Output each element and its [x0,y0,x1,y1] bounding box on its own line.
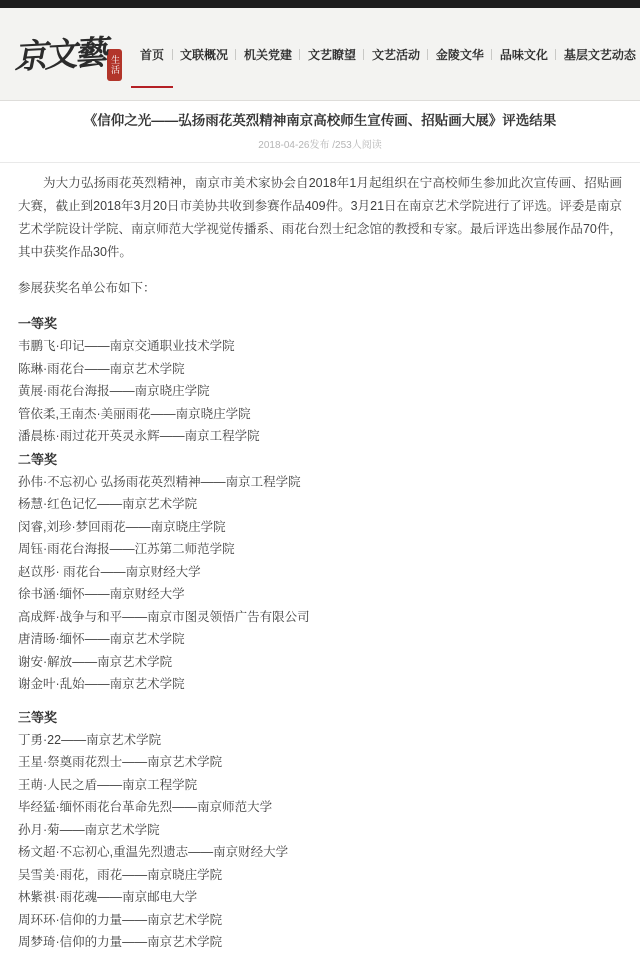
article-meta: 2018-04-26发布 /253人阅读 [258,140,382,152]
award-item: 韦鹏飞·印记——南京交通职业技术学院 [18,339,235,354]
award-item: 管依柔,王南杰·美丽雨花——南京晓庄学院 [18,406,251,421]
award-item: 杨文超·不忘初心,重温先烈遗志——南京财经大学 [18,845,289,860]
award-item: 谢安·解放——南京艺术学院 [18,654,173,669]
award-heading-first: 一等奖 [18,316,58,332]
award-heading-third: 三等奖 [18,709,58,725]
award-item: 王星·祭奠雨花烈士——南京艺术学院 [18,755,223,770]
award-item: 王萌·人民之盾——南京工程学院 [18,777,198,792]
article-body [0,172,640,954]
award-item: 唐清旸·缅怀——南京艺术学院 [18,632,185,647]
award-item: 周梦琦·信仰的力量——南京艺术学院 [18,935,223,950]
intro-paragraph: 为大力弘扬雨花英烈精神，南京市美术家协会自2018年1月起组织在宁高校师生参加此次宣传画、招贴画大赛，截止到2018年3月20日市美协共收到参赛作品409件。3月21日在南京艺术学院进行了评选。评委是南京艺术学院设计学院、南京师范大学视觉传播系、雨花台烈士纪念馆的教授和专家。最后评选出参展作品70件，其中获奖作品30件。 [18,176,622,260]
logo-red-seal: 生活 [107,49,122,81]
nav-separator [235,49,236,60]
award-section-second-prize [18,448,622,696]
nav-item-art-activities[interactable]: 文艺活动 [371,47,420,62]
top-black-bar [0,0,640,8]
award-heading-second: 二等奖 [18,451,58,467]
award-item: 陈琳·雨花台——南京艺术学院 [18,361,185,376]
award-item: 周钰·雨花台海报——江苏第二师范学院 [18,542,235,557]
award-item: 谢金叶·乱始——南京艺术学院 [18,677,185,692]
nav-separator [491,49,492,60]
award-item: 孙伟·不忘初心 弘扬雨花英烈精神——南京工程学院 [18,474,301,489]
award-item: 周环环·信仰的力量——南京艺术学院 [18,912,223,927]
site-logo[interactable] [14,8,126,100]
nav-separator [299,49,300,60]
award-item: 黄展·雨花台海报——南京晓庄学院 [18,384,210,399]
main-nav [126,8,640,100]
award-item: 杨慧·红色记忆——南京艺术学院 [18,497,198,512]
award-item: 毕经猛·缅怀雨花台革命先烈——南京师范大学 [18,800,273,815]
award-item: 林紫祺·雨花魂——南京邮电大学 [18,890,198,905]
nav-item-art-outlook[interactable]: 文艺瞭望 [307,47,356,62]
announce-line: 参展获奖名单公布如下： [18,281,156,296]
nav-item-party-building[interactable]: 机关党建 [243,47,292,62]
award-item: 丁勇·22——南京艺术学院 [18,732,162,747]
nav-separator [172,49,173,60]
site-header [0,8,640,101]
logo-calligraphy-text: 京文藝 [13,32,105,76]
award-item: 潘晨栋·雨过花开英灵永辉——南京工程学院 [18,429,260,444]
nav-separator [427,49,428,60]
award-item: 闵睿,刘珍·梦回雨花——南京晓庄学院 [18,519,226,534]
award-section-third-prize [18,706,622,954]
nav-separator [555,49,556,60]
award-section-first-prize [18,312,622,448]
award-item: 孙月·菊——南京艺术学院 [18,822,160,837]
article-title-bar [0,101,640,163]
nav-item-grassroots-art-news[interactable]: 基层文艺动态 [563,47,636,62]
nav-item-federation-overview[interactable]: 文联概况 [179,47,228,62]
award-item: 高成辉·战争与和平——南京市图灵领悟广告有限公司 [18,609,310,624]
award-item: 赵苡彤· 雨花台——南京财经大学 [18,564,201,579]
nav-item-home[interactable]: 首页 [140,8,164,100]
nav-item-taste-culture[interactable]: 品味文化 [499,47,548,62]
award-item: 徐书涵·缅怀——南京财经大学 [18,587,185,602]
nav-item-jinling-culture[interactable]: 金陵文华 [435,47,484,62]
page-title: 《信仰之光——弘扬雨花英烈精神南京高校师生宣传画、招贴画大展》评选结果 [83,113,557,128]
nav-separator [363,49,364,60]
award-item: 吴雪美·雨花，雨花——南京晓庄学院 [18,867,223,882]
